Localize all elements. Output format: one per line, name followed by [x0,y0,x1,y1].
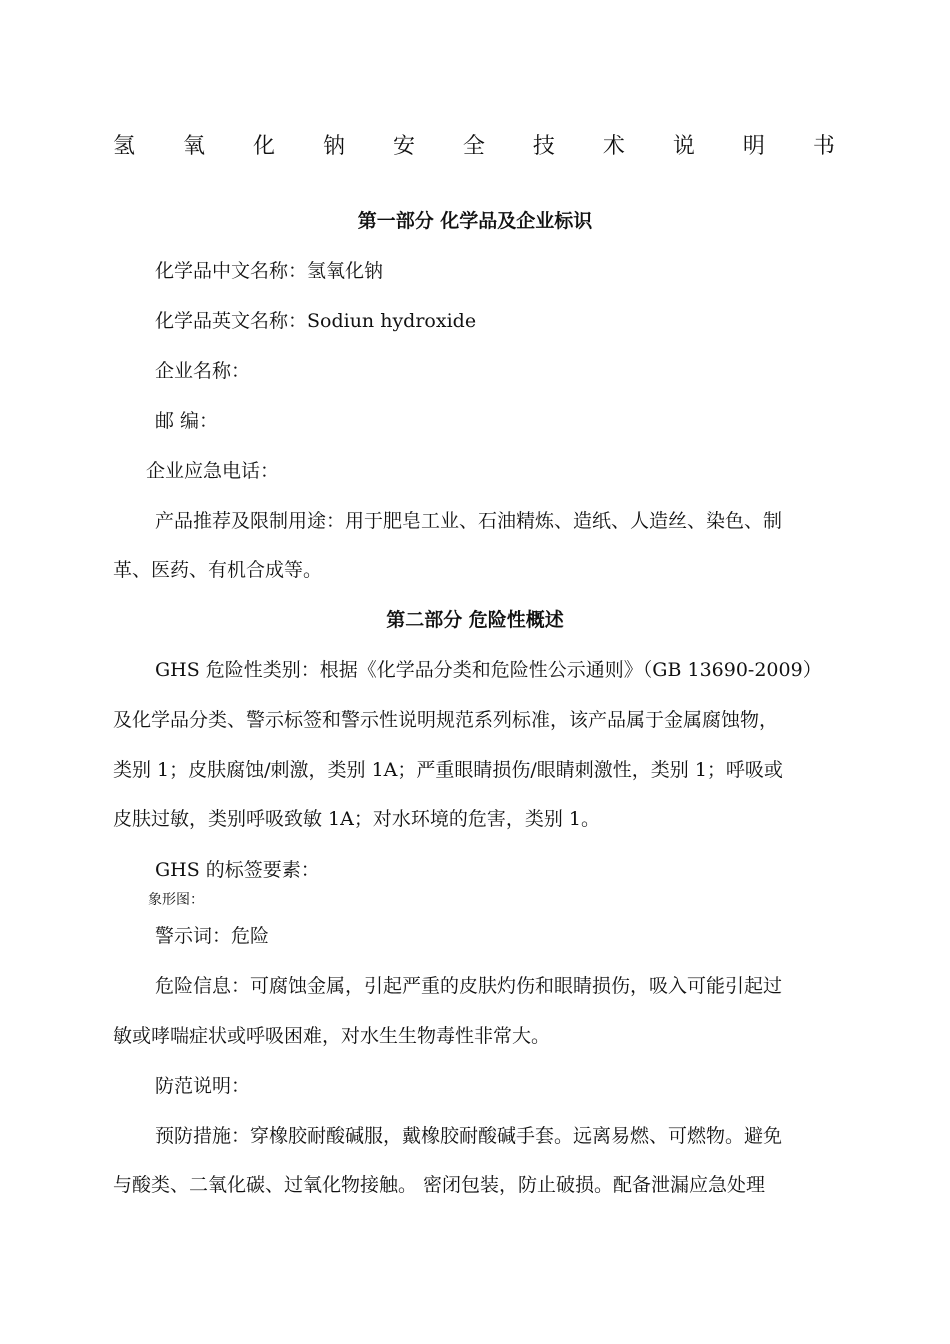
section-2-heading: 第二部分 危险性概述 [386,609,564,631]
section-1-heading: 第一部分 化学品及企业标识 [357,210,593,232]
title-char: 说 [672,133,695,159]
title-char: 钠 [322,133,345,159]
precaution-heading: 防范说明： [155,1075,251,1097]
prevention-text: 与酸类、二氧化碳、过氧化物接触。 密闭包装，防止破损。配备泄漏应急处理 [113,1174,766,1196]
ghs-category-text: 类别 1；皮肤腐蚀/刺激，类别 1A；严重眼睛损伤/眼睛刺激性，类别 1；呼吸或 [113,759,783,781]
chemical-en-name: 化学品英文名称：Sodiun hydroxide [155,310,477,332]
signal-word: 警示词：危险 [155,925,270,947]
hazard-statement: 危险信息：可腐蚀金属，引起严重的皮肤灼伤和眼睛损伤，吸入可能引起过 [155,975,783,997]
title-char: 全 [462,133,485,159]
title-char: 术 [602,133,625,159]
document-title [113,126,835,162]
ghs-label-elements: GHS 的标签要素： [155,859,320,881]
title-char: 氢 [113,133,136,159]
title-char: 安 [392,133,415,159]
usage-text: 革、医药、有机合成等。 [113,559,323,581]
emergency-phone: 企业应急电话： [146,460,280,482]
ghs-category-text: GHS 危险性类别：根据《化学品分类和危险性公示通则》（GB 13690-2009） [155,659,822,681]
title-char: 氧 [182,133,205,159]
title-char: 明 [742,133,765,159]
postcode: 邮 编： [155,410,219,432]
title-char: 化 [252,133,275,159]
title-char: 技 [532,133,555,159]
hazard-statement: 敏或哮喘症状或呼吸困难，对水生生物毒性非常大。 [113,1025,551,1047]
title-char: 书 [812,133,835,159]
ghs-category-text: 及化学品分类、警示标签和警示性说明规范系列标准，该产品属于金属腐蚀物， [113,709,779,731]
pictogram-label: 象形图： [148,892,204,908]
prevention-text: 预防措施：穿橡胶耐酸碱服，戴橡胶耐酸碱手套。远离易燃、可燃物。避免 [155,1125,783,1147]
company-name: 企业名称： [155,360,251,382]
ghs-category-text: 皮肤过敏，类别呼吸致敏 1A；对水环境的危害，类别 1。 [113,808,600,830]
usage-text: 产品推荐及限制用途：用于肥皂工业、石油精炼、造纸、人造丝、染色、制 [155,510,783,532]
chemical-cn-name: 化学品中文名称：氢氧化钠 [155,260,384,282]
